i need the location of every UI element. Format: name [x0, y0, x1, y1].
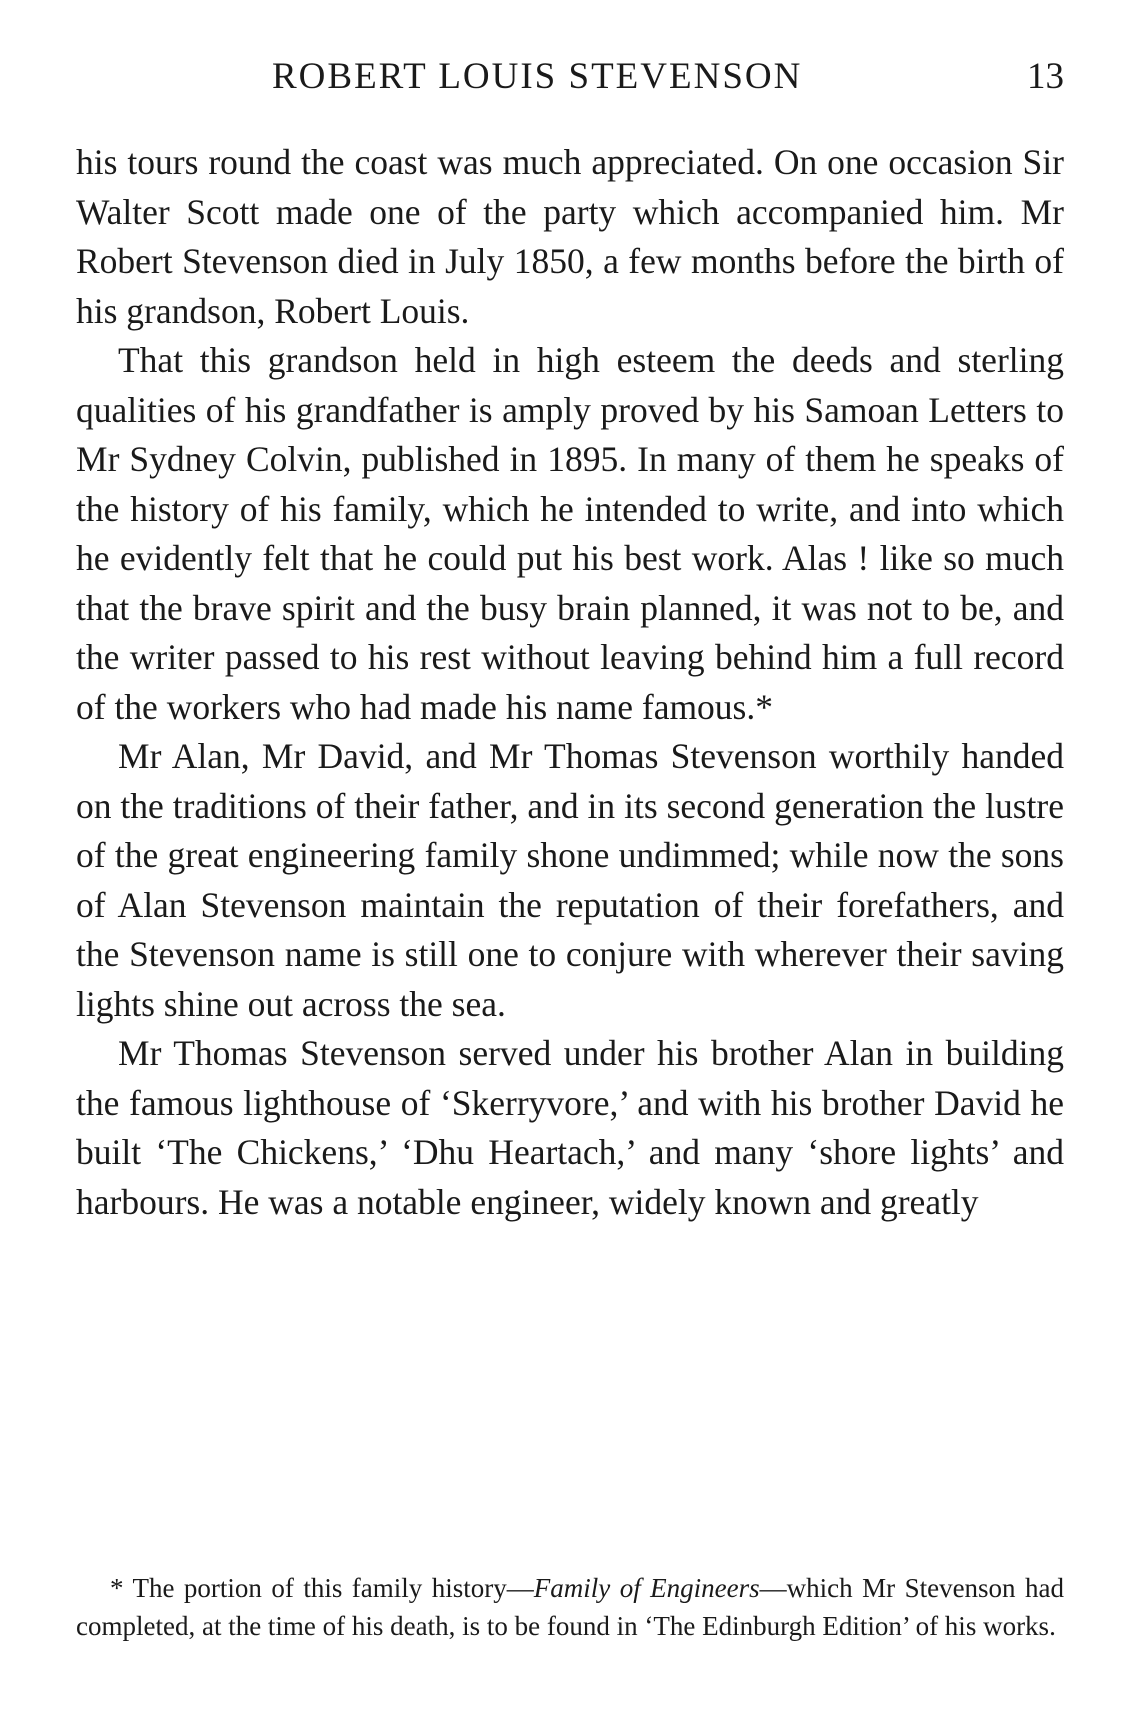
- paragraph-3: Mr Alan, Mr David, and Mr Thomas Stevenson worthily handed on the traditions of their father, and in its second generation the lustre of the great engineering family shone undimmed; while now the sons of Alan Stevenson maintain the reputation of their forefathers, and the Stevenson name is still one to conjure with wherever their saving lights shine out across the sea.: [76, 736, 1064, 1024]
- footnote: [76, 1570, 1064, 1645]
- page-number: 13: [1027, 56, 1064, 97]
- paragraph-4: Mr Thomas Stevenson served under his brother Alan in building the famous lighthouse of ‘Skerryvore,’ and with his brother David he built ‘The Chickens,’ ‘Dhu Heartach,’ and many ‘shore lights’ and harbours. He was a notable engineer, widely known and greatly: [76, 1033, 1064, 1222]
- footnote-italic-title: Family of Engineers: [533, 1573, 760, 1603]
- body-text: [76, 138, 1064, 1227]
- footnote-text-after: —which Mr Stevenson had completed, at the time of his death, is to be found in ‘The Edinburgh Edition’ of his works.: [76, 1573, 1065, 1641]
- paragraph-1: his tours round the coast was much appreciated. On one occasion Sir Walter Scott made one of the party which accompanied him. Mr Robert Stevenson died in July 1850, a few months before the birth of his grandson, Robert Louis.: [76, 142, 1064, 331]
- paragraph-2: That this grandson held in high esteem the deeds and sterling qualities of his grandfather is amply proved by his Samoan Letters to Mr Sydney Colvin, published in 1895. In many of them he speaks of the history of his family, which he intended to write, and into which he evidently felt that he could put his best work. Alas ! like so much that the brave spirit and the busy brain planned, it was not to be, and the writer passed to his rest without leaving behind him a full record of the workers who had made his name famous.*: [76, 340, 1064, 727]
- footnote-marker: *: [110, 1573, 124, 1603]
- running-title: ROBERT LOUIS STEVENSON: [272, 56, 803, 97]
- running-head: [76, 55, 1064, 105]
- footnote-paragraph: [76, 1570, 1064, 1645]
- footnote-text-before: The portion of this family history—: [132, 1573, 534, 1603]
